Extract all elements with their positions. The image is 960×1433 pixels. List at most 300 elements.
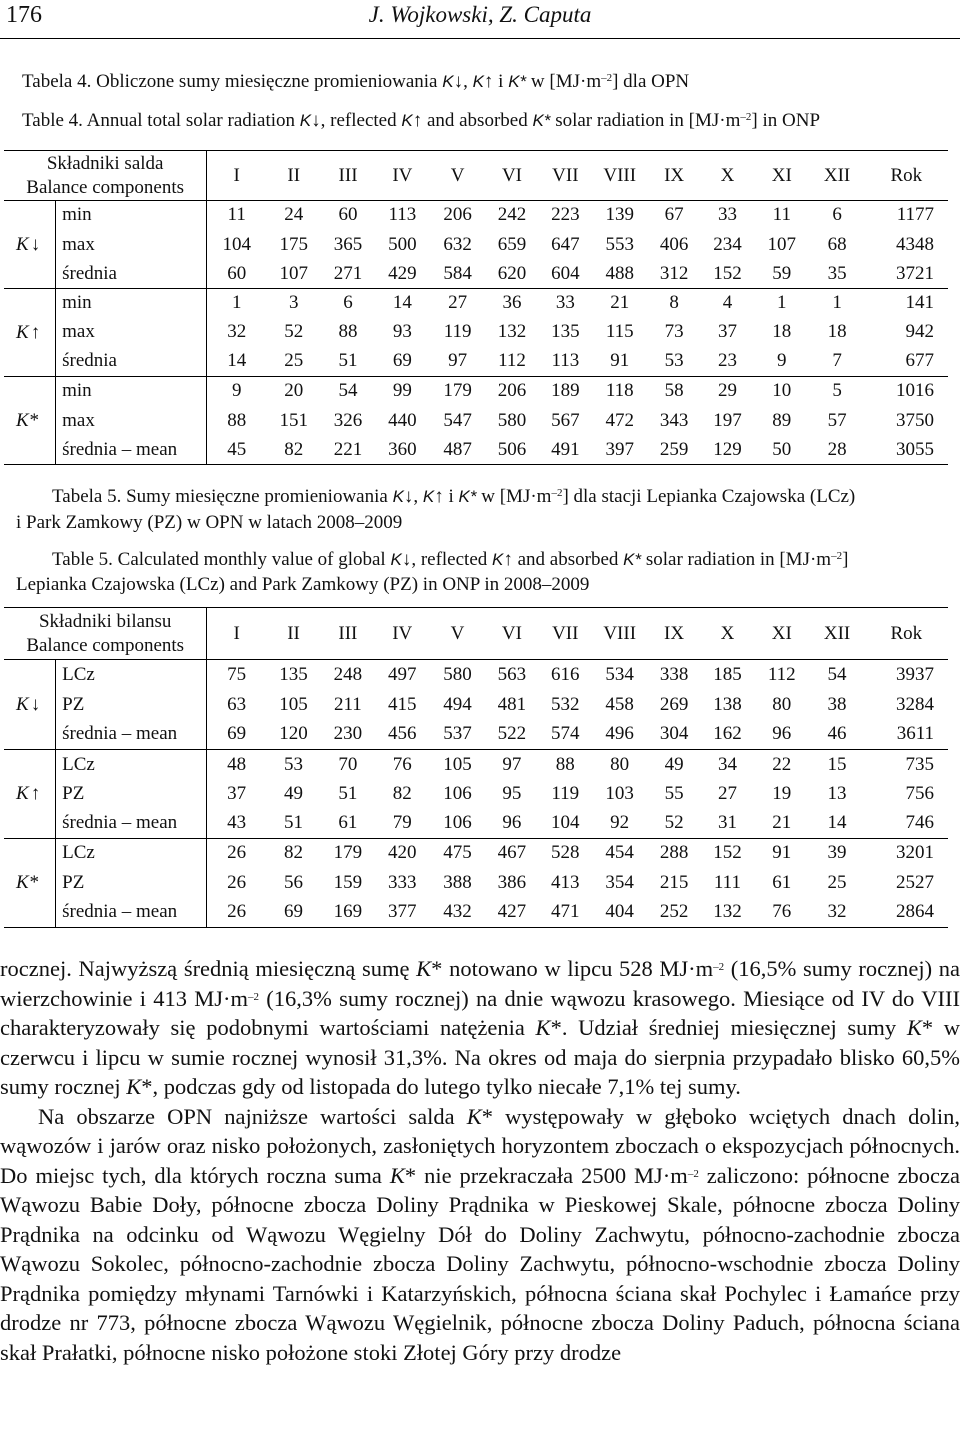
table4-cell: 29 (701, 377, 754, 406)
table5-cell: 96 (772, 723, 792, 745)
table4-cell: 179 (430, 377, 485, 406)
table5-cell: 96 (502, 812, 522, 834)
table4-cell: 223 (539, 201, 592, 230)
table5-row-label: średnia – mean (56, 720, 207, 750)
table5-caption-pl-symbol-k-up: K (422, 487, 435, 506)
table4-cell: 115 (605, 321, 634, 342)
table5-caption-pl-symbol-k-down: K (392, 487, 404, 506)
table5-cell: 377 (375, 898, 430, 928)
table5-cell: 467 (485, 839, 538, 868)
table4-cell: 1 (809, 289, 864, 318)
table5-group-label (4, 660, 56, 750)
table4-cell: 10 (754, 377, 809, 406)
table4-cell: 429 (388, 262, 417, 284)
table5-cell: 456 (387, 723, 417, 745)
table4-cell: 51 (338, 350, 358, 372)
table5-cell: 104 (551, 812, 580, 834)
arrow-up-icon: ↑ (30, 321, 41, 343)
table5-cell: 3611 (896, 723, 934, 745)
table5-cell: 56 (284, 871, 304, 893)
table4-caption-en-text-start: Table 4. Annual total solar radiation (22, 110, 300, 131)
table5-cell: 55 (664, 783, 684, 804)
table5-cell: 404 (592, 898, 647, 928)
table5-row (4, 660, 948, 690)
table5-cell: 27 (717, 783, 737, 804)
table5-cell: 458 (605, 693, 634, 715)
table4-cell: 88 (338, 321, 358, 342)
table4-cell: 25 (284, 350, 304, 372)
table5-cell: 735 (865, 750, 948, 780)
table5-month-header: I (207, 608, 266, 660)
table4-cell: 113 (375, 201, 430, 230)
table5-cell: 52 (664, 812, 684, 834)
table4-cell: 107 (767, 233, 797, 255)
table5-caption-pl-symbol-k-star: K* (458, 487, 477, 506)
table4-caption-en-symbol-k-up: K (401, 111, 413, 130)
table4-caption-en-unit-exponent: –2 (740, 111, 752, 123)
table4-row (4, 201, 948, 230)
table5-cell: 49 (284, 783, 304, 804)
table5-cell: 3284 (896, 693, 934, 715)
table5-group-symbol: K (16, 693, 29, 715)
table5-row (4, 898, 948, 928)
table4-cell: 567 (551, 409, 580, 431)
table4-cell: 3 (266, 289, 321, 318)
table4-cell: 9 (777, 350, 787, 372)
table4-cell: 472 (605, 409, 634, 431)
table4-group-label (4, 289, 56, 377)
table4-row (4, 347, 948, 377)
table4-caption-pl-sep-1: , (463, 71, 473, 92)
table4-month-header: X (701, 151, 754, 201)
table4-cell: 28 (809, 436, 864, 465)
table5-cell: 106 (443, 812, 472, 834)
table5-cell: 70 (321, 750, 374, 780)
table5-row (4, 750, 948, 780)
table5-cell: 354 (605, 871, 634, 893)
table5-cell: 69 (266, 898, 321, 928)
table4-cell: 584 (443, 262, 472, 284)
table4-header-row (4, 151, 948, 201)
table4-cell: 50 (754, 436, 809, 465)
table5-header-en: Balance components (26, 634, 185, 656)
table4-cell: 242 (485, 201, 538, 230)
table5-caption-pl-arrow-down-icon: ↓ (403, 486, 414, 507)
table5-cell: 230 (333, 723, 363, 745)
table4-month-header: III (321, 151, 374, 201)
table4-group-symbol: K* (16, 409, 39, 431)
table5-row (4, 720, 948, 750)
table4-cell: 135 (551, 321, 580, 342)
table4-cell: 397 (592, 436, 647, 465)
table5-row-label: LCz (56, 660, 207, 690)
table5-cell: 563 (485, 660, 538, 690)
table4-caption-pl-symbol-k-up: K (472, 72, 484, 91)
table5-cell: 248 (321, 660, 374, 690)
table4-caption-en-symbol-k-down: K (299, 111, 312, 130)
table4-cell: 112 (498, 350, 526, 372)
table4-cell: 139 (592, 201, 647, 230)
table5-group-label (4, 750, 56, 839)
table4-cell: 11 (754, 201, 809, 230)
table5-cell: 112 (754, 660, 809, 690)
table5-caption-pl-sep-1: , (413, 486, 423, 507)
table5-cell: 496 (605, 723, 634, 745)
table5-cell: 215 (659, 871, 689, 893)
running-head-authors: J. Wojkowski, Z. Caputa (368, 2, 592, 27)
table5-cell: 26 (207, 839, 266, 868)
table5-caption-en-text-end: ] (842, 549, 849, 570)
table5-cell: 61 (772, 871, 792, 893)
table4-cell: 271 (333, 262, 363, 284)
table4-cell: 406 (659, 233, 689, 255)
table4-cell: 58 (647, 377, 700, 406)
table5-cell: 269 (659, 693, 689, 715)
table5-cell: 179 (321, 839, 374, 868)
table5-cell: 103 (605, 783, 634, 804)
table4-cell: 547 (443, 409, 472, 431)
arrow-down-icon: ↓ (30, 233, 41, 255)
table5-caption-en-symbol-k-up: K (492, 550, 504, 569)
arrow-down-icon: ↓ (30, 693, 41, 715)
table5-caption-pl-text-start: Tabela 5. Sumy miesięczne promieniowania (52, 486, 393, 507)
table5-caption-pl-text-end: ] dla stacji Lepianka Czajowska (LCz) (562, 486, 856, 507)
page-number: 176 (6, 2, 42, 28)
table4-cell: 343 (659, 409, 689, 431)
table5-cell: 38 (827, 693, 847, 715)
table5-row-label: PZ (56, 780, 207, 809)
table4-row-label: średnia – mean (56, 436, 207, 465)
table5-cell: 288 (647, 839, 700, 868)
table4-cell: 52 (284, 321, 304, 342)
table5-cell: 43 (227, 812, 247, 834)
table5-cell: 46 (827, 723, 847, 745)
table4-cell: 491 (539, 436, 592, 465)
table5-month-header: VIII (592, 608, 647, 660)
table4-cell: 118 (592, 377, 647, 406)
table5-header-pl: Składniki bilansu (38, 610, 172, 632)
table4-cell: 1177 (865, 201, 948, 230)
table4-cell: 440 (388, 409, 417, 431)
table4-cell: 151 (279, 409, 308, 431)
table5-cell: 63 (227, 693, 247, 715)
table4-cell: 6 (321, 289, 374, 318)
table4-header-components (4, 151, 207, 201)
table5-cell: 580 (430, 660, 485, 690)
table4-cell: 647 (551, 233, 580, 255)
table4-cell: 37 (717, 321, 737, 342)
table4-month-header: Rok (865, 151, 948, 201)
table4-cell: 506 (485, 436, 538, 465)
table5-row-label: PZ (56, 690, 207, 720)
table5-cell: 25 (827, 871, 847, 893)
table5-header-row (4, 608, 948, 660)
table5-cell: 159 (333, 871, 363, 893)
table5-caption-en-unit-exponent: –2 (831, 550, 843, 562)
table5-cell: 746 (905, 812, 934, 834)
table4-row (4, 260, 948, 289)
table5-cell: 338 (647, 660, 700, 690)
table5-cell: 522 (497, 723, 527, 745)
table5-cell: 471 (539, 898, 592, 928)
table5-caption-pl-sep-2: i (443, 486, 459, 507)
table4-cell: 1 (207, 289, 266, 318)
table5-cell: 2527 (896, 871, 934, 893)
table5-cell: 386 (497, 871, 527, 893)
table5-caption-en-arrow-down-icon: ↓ (401, 549, 412, 570)
table4-month-header: VIII (592, 151, 647, 201)
table5-cell: 494 (443, 693, 472, 715)
table4 (4, 150, 948, 465)
table4-cell: 326 (333, 409, 363, 431)
table4-caption-pl-arrow-up-icon: ↑ (483, 71, 494, 92)
table5-cell: 21 (772, 812, 792, 834)
table5-month-header: III (321, 608, 374, 660)
table4-header-en: Balance components (26, 176, 185, 198)
table4-cell: 59 (772, 262, 792, 284)
table5-cell: 14 (827, 812, 847, 834)
table4-row-label: max (56, 318, 207, 347)
table4-cell: 189 (539, 377, 592, 406)
table5-caption-en-symbol-k-star: K* (623, 550, 642, 569)
table4-cell: 69 (392, 350, 412, 372)
table4-cell: 206 (485, 377, 538, 406)
table5-caption-en-line2: Lepianka Czajowska (LCz) and Park Zamkowy (PZ) in ONP in 2008–2009 (16, 574, 590, 595)
table4-cell: 3721 (896, 262, 934, 284)
table5-cell: 138 (713, 693, 742, 715)
table5-cell: 497 (375, 660, 430, 690)
table4-cell: 580 (497, 409, 527, 431)
table4-caption-pl-unit: w [MJ·m (526, 71, 602, 92)
table5-cell: 388 (443, 871, 472, 893)
table5-cell: 132 (701, 898, 754, 928)
table5-cell: 106 (443, 783, 472, 804)
table5-cell: 119 (551, 783, 580, 804)
table4-cell: 97 (448, 350, 468, 372)
table4-cell: 33 (701, 201, 754, 230)
table4-cell: 73 (664, 321, 684, 342)
table4-cell: 23 (717, 350, 737, 372)
table4-cell: 91 (610, 350, 630, 372)
table4-cell: 60 (321, 201, 374, 230)
paragraph-2: Na obszarze OPN najniższe wartości salda K* występowały w głęboko wciętych dnach dolin, wąwozów i jarów oraz nisko położonych, zasłoniętych horyzontem zboczach o ekspozycjach północnych. Do miejsc tych, dla których roczna suma K* nie przekraczała 2500 $MJ\cdot m^{-2}$ zaliczono: północne zbocza Wąwozu Babie Doły, północne zbocza Doliny Prądnika w Pieskowej Skale, północne zbocza Doliny Prądnika na odcinku od Wąwozu Węgielny Dół do Doliny Zachwytu, północno-zachodnie zbocza Wąwozu Sokolec, północno-zachodnie zbocza Doliny Zachwytu, północno-wschodnie zbocza Doliny Prądnika pomiędzy młynami Tarnówki i Katarzyńskich, północna ściana skał Pochylec i Łamańce przy drodze nr 773, północne zbocza Wąwozu Węgielnik, północne zbocza Doliny Paduch, północna ściana skał Prałatki, północne nisko położone stoki Złotej Góry przy drodze (0, 1103, 960, 1365)
table5-header-components (4, 608, 207, 660)
table5-caption-en-symbol-k-down: K (390, 550, 402, 569)
table5-cell: 3937 (865, 660, 948, 690)
table5-cell: 2864 (865, 898, 948, 928)
table5-month-header: V (430, 608, 485, 660)
table4-cell: 18 (772, 321, 792, 342)
table4-cell: 129 (701, 436, 754, 465)
table5-cell: 61 (338, 812, 358, 834)
table5-cell: 415 (387, 693, 417, 715)
table5-row-label: średnia – mean (56, 809, 207, 839)
table5-cell: 152 (701, 839, 754, 868)
table4-cell: 89 (772, 409, 792, 431)
table4-cell: 60 (227, 262, 247, 284)
table5-cell: 211 (333, 693, 362, 715)
table5-cell: 48 (207, 750, 266, 780)
table5-month-header: XI (754, 608, 809, 660)
table4-cell: 36 (485, 289, 538, 318)
table5-cell: 333 (387, 871, 417, 893)
table4-caption-pl-sep-2: i (493, 71, 509, 92)
table5 (4, 607, 948, 928)
table4-cell: 11 (207, 201, 266, 230)
table4-header-pl: Składniki salda (46, 152, 164, 174)
table5-cell: 82 (392, 783, 412, 804)
table4-row (4, 230, 948, 260)
table4-cell: 88 (227, 409, 247, 431)
table5-row (4, 780, 948, 809)
table4-cell: 3055 (865, 436, 948, 465)
table5-row (4, 809, 948, 839)
table5-cell: 13 (827, 783, 847, 804)
table5-cell: 185 (701, 660, 754, 690)
table5-cell: 34 (701, 750, 754, 780)
table4-cell: 152 (713, 262, 742, 284)
table5-cell: 92 (610, 812, 630, 834)
table5-group-symbol: K* (16, 872, 39, 893)
table4-cell: 67 (647, 201, 700, 230)
table4-cell: 9 (207, 377, 266, 406)
table4-cell: 175 (279, 233, 308, 255)
table4-cell: 119 (443, 321, 472, 342)
table5-row-label: średnia – mean (56, 898, 207, 928)
table5-cell: 252 (647, 898, 700, 928)
table4-cell: 20 (266, 377, 321, 406)
table5-cell: 91 (754, 839, 809, 868)
table5-cell: 432 (430, 898, 485, 928)
table4-month-header: XI (754, 151, 809, 201)
table4-cell: 197 (713, 409, 742, 431)
table4-cell: 54 (321, 377, 374, 406)
table5-month-header: IV (375, 608, 430, 660)
table5-cell: 19 (772, 783, 792, 804)
table5-cell: 111 (713, 871, 741, 893)
table4-caption-en-unit: solar radiation in [MJ·m (550, 110, 741, 131)
table4-cell: 7 (832, 350, 842, 372)
table5-caption-pl-unit-exponent: –2 (551, 487, 563, 499)
table4-month-header: IV (375, 151, 430, 201)
table4-caption-en-sep-1: , reflected (320, 110, 402, 131)
table4-cell: 221 (321, 436, 374, 465)
table5-cell: 756 (905, 783, 934, 804)
table5-cell: 454 (592, 839, 647, 868)
table5-cell: 31 (717, 812, 737, 834)
table4-row-label: średnia (56, 347, 207, 377)
table5-month-header: X (701, 608, 754, 660)
table5-cell: 481 (497, 693, 527, 715)
table4-month-header: I (207, 151, 266, 201)
table5-cell: 427 (485, 898, 538, 928)
paragraph-1: rocznej. Najwyższą średnią miesięczną sumę K* notowano w lipcu 528 $MJ\cdot m^{-2}$ (16,5% sumy rocznej) na wierzchowinie i 413 $MJ\cdot m^{-2}$ (16,3% sumy rocznej) na dnie wąwozu krasowego. Miesiące od IV do VIII charakteryzowały się podobnymi wartościami natężenia K*. Udział średniej miesięcznej sumy K* w czerwcu i lipcu w sumie rocznej wynosił 31,3%. Na okres od maja do sierpnia przypadało blisko 60,5% sumy rocznej K*, podczas gdy od listopada do lutego tylko niecałe 7,1% tej sumy. (0, 956, 960, 1099)
table4-cell: 360 (375, 436, 430, 465)
table4-cell: 3750 (896, 409, 934, 431)
table5-cell: 80 (772, 693, 792, 715)
table5-cell: 22 (754, 750, 809, 780)
table5-row (4, 839, 948, 868)
table4-cell: 53 (664, 350, 684, 372)
table4-group-symbol: K (16, 321, 29, 343)
table5-caption-pl-line2: i Park Zamkowy (PZ) w OPN w latach 2008–2009 (16, 512, 403, 533)
table4-month-header: IX (647, 151, 700, 201)
table4-month-header: V (430, 151, 485, 201)
table4-row (4, 377, 948, 406)
table4-group-label (4, 377, 56, 465)
table5-row-label: PZ (56, 868, 207, 898)
table4-row (4, 318, 948, 347)
table4-cell: 632 (443, 233, 472, 255)
table4-cell: 4348 (896, 233, 934, 255)
table4-cell: 24 (266, 201, 321, 230)
table5-cell: 532 (551, 693, 580, 715)
table4-cell: 82 (266, 436, 321, 465)
table4-cell: 1 (754, 289, 809, 318)
table5-cell: 15 (809, 750, 864, 780)
table4-caption-pl-arrow-down-icon: ↓ (453, 71, 464, 92)
table4-cell: 45 (207, 436, 266, 465)
table5-cell: 79 (392, 812, 412, 834)
table5-row-label: LCz (56, 839, 207, 868)
table5-cell: 537 (443, 723, 472, 745)
table4-cell: 1016 (865, 377, 948, 406)
table5-row-label: LCz (56, 750, 207, 780)
table5-caption-pl-arrow-up-icon: ↑ (434, 486, 444, 507)
table5-caption-pl-line1 (52, 485, 855, 509)
table4-caption-en-sep-2: and absorbed (422, 110, 533, 131)
table5-cell: 53 (266, 750, 321, 780)
table5-cell: 616 (539, 660, 592, 690)
table5-cell: 80 (592, 750, 647, 780)
table5-cell: 76 (754, 898, 809, 928)
table4-cell: 93 (392, 321, 412, 342)
table5-group-symbol: K (16, 783, 29, 804)
table4-cell: 677 (905, 350, 934, 372)
table4-cell: 6 (809, 201, 864, 230)
table5-month-header: VII (539, 608, 592, 660)
table4-caption-pl-text-end: ] dla OPN (612, 71, 690, 92)
table5-cell: 88 (539, 750, 592, 780)
table4-row (4, 436, 948, 465)
table5-caption-en-unit: solar radiation in [MJ·m (641, 549, 832, 570)
table5-cell: 169 (321, 898, 374, 928)
table5-month-header: Rok (865, 608, 948, 660)
table5-caption-pl-unit: w [MJ·m (476, 486, 552, 507)
table5-row (4, 868, 948, 898)
table5-caption-en-text-start: Table 5. Calculated monthly value of global (52, 549, 391, 570)
table4-cell: 8 (647, 289, 700, 318)
table4-cell: 21 (592, 289, 647, 318)
table4-group-symbol: K (16, 233, 29, 255)
table5-cell: 135 (266, 660, 321, 690)
table5-cell: 475 (430, 839, 485, 868)
table5-cell: 26 (207, 898, 266, 928)
table4-cell: 132 (497, 321, 527, 342)
body-text (0, 954, 960, 1367)
table4-cell: 113 (551, 350, 580, 372)
table4-row-label: max (56, 406, 207, 436)
table5-cell: 413 (551, 871, 580, 893)
table4-row-label: min (56, 289, 207, 318)
table4-row (4, 406, 948, 436)
table4-cell: 14 (227, 350, 247, 372)
table4-cell: 99 (375, 377, 430, 406)
table4-row-label: min (56, 201, 207, 230)
table4-cell: 33 (539, 289, 592, 318)
table4-cell: 259 (647, 436, 700, 465)
table4-cell: 68 (827, 233, 847, 255)
